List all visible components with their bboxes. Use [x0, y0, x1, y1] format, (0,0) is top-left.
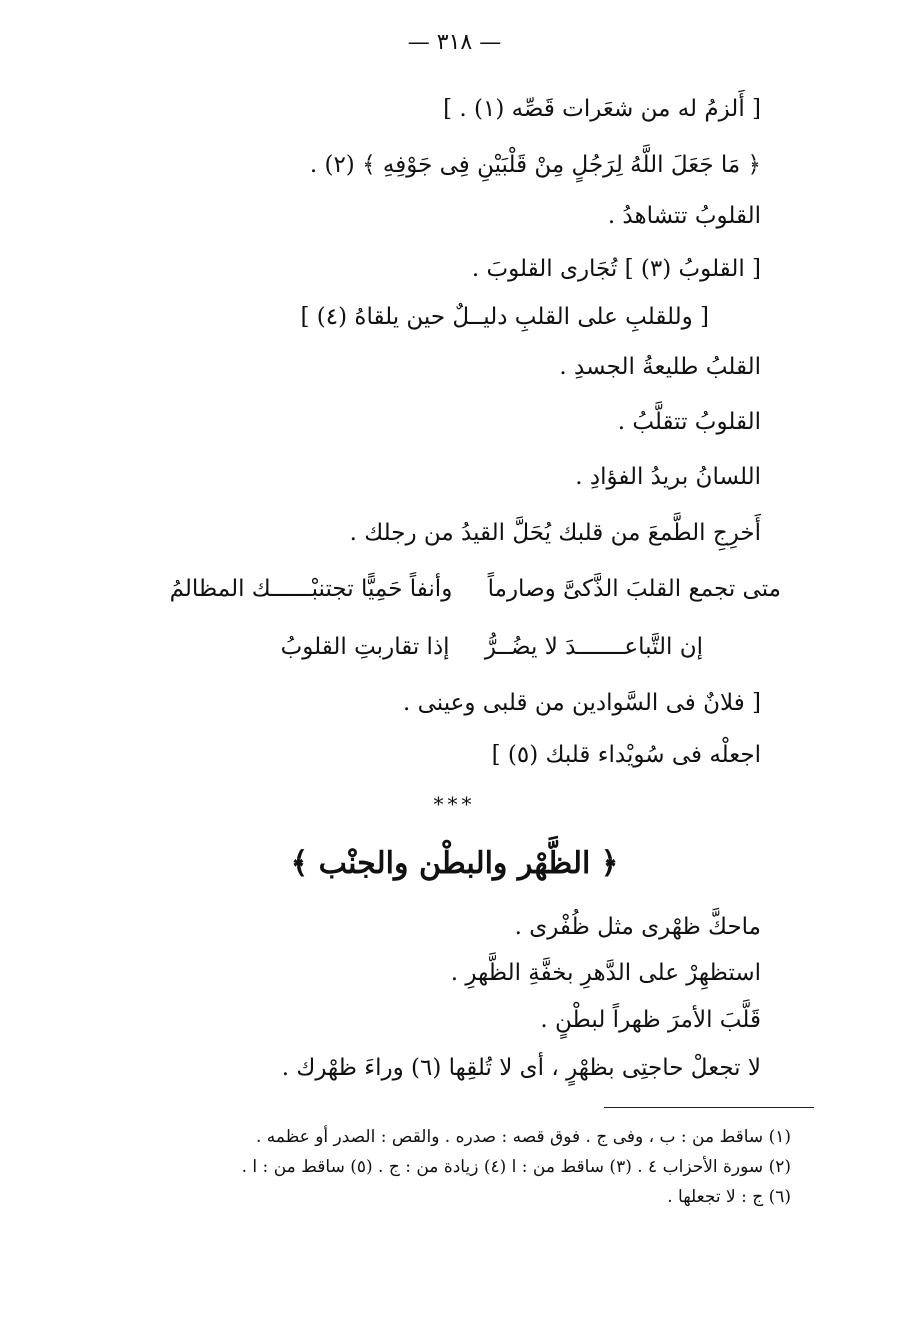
- section-separator: ***: [433, 792, 476, 816]
- text-line: أَخرِجِ الطَّمعَ من قلبك يُحَلَّ القيدُ من رجلك .: [349, 520, 761, 546]
- text-line: استظهِرْ على الدَّهرِ بخفَّةِ الظَّهرِ .: [450, 960, 761, 986]
- verse-line: [281, 630, 703, 664]
- text-line: القلبُ طليعةُ الجسدِ .: [559, 354, 761, 380]
- verse-hemistich: إذا تقاربتِ القلوبُ: [280, 634, 450, 660]
- text-line: قَلَّبَ الأمرَ ظهراً لبطْنٍ .: [540, 1007, 761, 1033]
- text-line: [ أَلزمُ له من شعَرات قَصِّه (١) . ]: [443, 96, 761, 122]
- verse-hemistich: متى تجمع القلبَ الذَّكىَّ وصارماً: [487, 576, 781, 602]
- text-line: القلوبُ تتشاهدُ .: [607, 203, 761, 229]
- section-heading: ﴿ الظَّهْر والبطْن والجنْب ﴾: [290, 846, 619, 881]
- page-number: — ٣١٨ —: [407, 30, 502, 55]
- footnote: (٢) سورة الأحزاب ٤ . (٣) ساقط من : ا (٤) زيادة من : ج . (٥) ساقط من : ا .: [241, 1157, 791, 1177]
- footnote-divider: [604, 1107, 814, 1108]
- verse-hemistich: إن التَّباعـــــــدَ لا يضُــرُّ: [484, 634, 703, 660]
- text-line: [ القلوبُ (٣) ] تُجَارى القلوبَ .: [471, 256, 761, 282]
- verse-hemistich: وأنفاً حَمِيًّا تجتنبْــــــك المظالمُ: [169, 576, 453, 602]
- footnote: (٦) ج : لا تجعلها .: [667, 1187, 791, 1207]
- text-line: [ وللقلبِ على القلبِ دليــلٌ حين يلقاهُ (٤) ]: [300, 304, 709, 330]
- footnote: (١) ساقط من : ب ، وفى ج . فوق قصه : صدره . والقص : الصدر أو عظمه .: [255, 1127, 791, 1147]
- text-line: ماحكَّ ظهْرى مثل ظُفْرى .: [514, 914, 761, 940]
- text-line: ﴿ مَا جَعَلَ اللَّهُ لِرَجُلٍ مِنْ قَلْبَيْنِ فِى جَوْفِهِ ﴾ (٢) .: [309, 152, 761, 178]
- text-line: لا تجعلْ حاجتِى بظهْرٍ ، أى لا تُلقِها (٦) وراءَ ظهْرك .: [281, 1055, 761, 1081]
- verse-line: [170, 572, 781, 606]
- text-line: القلوبُ تتقلَّبُ .: [617, 409, 761, 435]
- text-line: اجعلْه فى سُويْداء قلبك (٥) ]: [491, 742, 761, 768]
- text-line: اللسانُ بريدُ الفؤادِ .: [575, 464, 761, 490]
- text-line: [ فلانٌ فى السَّوادين من قلبى وعينى .: [402, 690, 761, 716]
